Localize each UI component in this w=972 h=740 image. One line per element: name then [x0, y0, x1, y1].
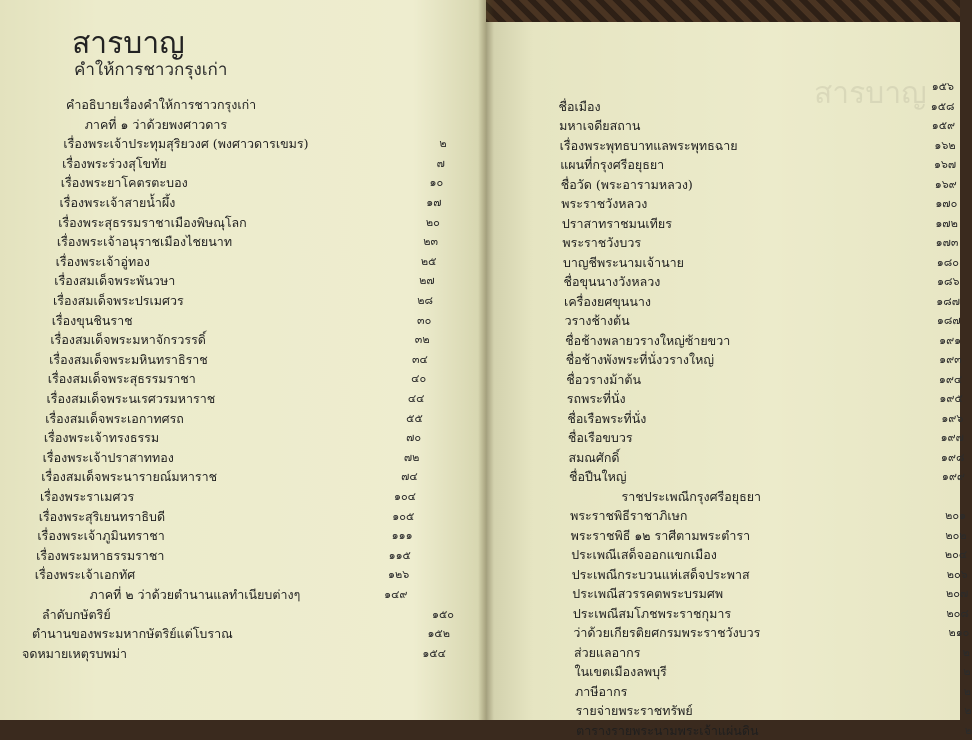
toc-entry-page: ๑๐๕: [392, 509, 415, 523]
toc-entry-title: บาญชีพระนามเจ้านาย: [562, 254, 685, 270]
toc-entry-title: ปราสาทราชมนเทียร: [561, 215, 672, 231]
toc-entry: [567, 410, 963, 428]
toc-entry: [562, 215, 958, 233]
toc-entry-title: ชื่อวัด (พระอารามหลวง): [560, 176, 693, 192]
toc-entry-page: ๑๗๐: [935, 197, 958, 210]
toc-entry-title: เรื่องพระเจ้าอู่ทอง: [55, 253, 150, 269]
toc-entry: [559, 98, 955, 116]
toc-entry-page: ๒๑๐: [948, 626, 970, 639]
toc-entry-title: ชื่อเมือง: [558, 98, 601, 114]
toc-entry-title: เรื่องสมเด็จพระสุธรรมราชา: [47, 371, 196, 387]
toc-entry: [562, 234, 958, 252]
toc-entry-page: ๑๐: [429, 176, 444, 190]
toc-entry: [576, 702, 972, 720]
toc-entry-page: ๑๖๙: [934, 177, 957, 191]
toc-entry: [32, 625, 450, 643]
toc-entry: [568, 449, 964, 467]
toc-entry-title: แผนที่กรุงศรีอยุธยา: [560, 157, 665, 172]
toc-entry-title: เรื่องพระเจ้าประทุมสุริยวงศ (พงศาวดารเขมร): [63, 136, 309, 152]
toc-entry-page: ๒๗: [419, 274, 435, 288]
toc-entry-page: ๒๕: [420, 254, 437, 268]
toc-entry-page: ๔๔: [407, 392, 425, 405]
toc-entry-title: ชื่อเรือพระที่นั่ง: [567, 410, 647, 426]
toc-entry-page: ๒๓: [423, 235, 439, 249]
toc-entry: [566, 351, 962, 369]
toc-entry: [60, 194, 442, 212]
toc-entry-page: ๑๕๒: [427, 627, 450, 641]
toc-entry-title: เรื่องพระเจ้าอนุราชเมืองไชยนาท: [56, 234, 233, 250]
toc-entry-title: ชื่อขุนนางวังหลวง: [563, 274, 661, 289]
toc-entry: [576, 722, 972, 740]
toc-entry: [573, 605, 969, 623]
toc-entry: [37, 527, 412, 545]
toc-entry: [575, 683, 971, 701]
toc-entry-title: ลำดับกษัตริย์: [42, 606, 111, 622]
toc-entry: [575, 663, 971, 681]
toc-entry-page: ๔๐: [411, 372, 427, 386]
toc-entry: [574, 644, 970, 662]
toc-entry-title: ชื่อช้างพังพระที่นั่งวรางใหญ่: [565, 352, 715, 367]
toc-entry-page: ๗๒: [403, 450, 420, 464]
toc-entry-page: ๑๙๘: [940, 450, 965, 464]
toc-entry: [44, 429, 421, 447]
toc-entry-page: ๒: [964, 704, 972, 717]
toc-entry: [57, 233, 438, 251]
toc-entry-page: ๕๕: [406, 411, 423, 425]
toc-entry-title: พระราชวังหลวง: [561, 196, 648, 211]
toc-entry-page: ๒๐๘: [946, 606, 969, 620]
toc-entry: [571, 546, 967, 564]
toc-entry: [65, 116, 449, 134]
toc-entry: [570, 488, 966, 506]
toc-entry-title: เรื่องพระร่วงสุโขทัย: [62, 155, 167, 171]
toc-entry: [568, 429, 964, 447]
toc-entry-page: ๑๕๐: [431, 607, 454, 621]
toc-entry-title: ประเพณีกระบวนแห่เสด็จประพาส: [571, 566, 750, 582]
toc-entry: [47, 390, 425, 408]
toc-entry: [563, 254, 959, 272]
toc-entry-title: ชื่อเรือขบวร: [567, 430, 633, 445]
toc-entry: [66, 96, 450, 114]
toc-entry-title: เครื่องยศขุนนาง: [564, 293, 652, 309]
toc-entry: [571, 527, 967, 545]
toc-entry-title: เรื่องพระเจ้าทรงธรรม: [43, 430, 160, 446]
toc-entry-page: ๒๘: [417, 294, 433, 307]
toc-entry-page: ๓๒: [414, 333, 430, 347]
toc-entry: [56, 253, 437, 271]
toc-entry-page: ๑๕๖: [931, 80, 954, 93]
toc-entry: [560, 156, 956, 174]
toc-entry-title: พระราชพิธี ๑๒ ราศีตามพระตำรา: [570, 527, 751, 543]
toc-entry: [564, 273, 960, 291]
toc-entry-title: เรื่องสมเด็จพระมหินทราธิราช: [49, 351, 208, 367]
toc-entry-title: ภาคที่ ๑ ว่าด้วยพงศาวดาร: [84, 116, 228, 132]
toc-subtitle: คำให้การชาวกรุงเก่า: [74, 60, 228, 80]
toc-entry: [41, 468, 417, 486]
toc-entry-page: ๓๐: [417, 313, 432, 327]
toc-entry: [36, 547, 411, 565]
toc-entry: [52, 312, 432, 330]
toc-entry: [54, 272, 434, 290]
toc-entry-page: ๑๗๒: [935, 216, 958, 230]
toc-entry-title: เรื่องพระเจ้าเอกทัศ: [34, 567, 136, 583]
toc-entry: [63, 135, 446, 153]
toc-entry-page: ๑๕๔: [422, 646, 446, 660]
left-page: [0, 0, 486, 720]
toc-entry-title: ในเขตเมืองลพบุรี: [574, 664, 667, 679]
toc-heading: สารบาญ: [72, 26, 185, 61]
toc-entry-title: เรื่องสมเด็จพระนารายณ์มหาราช: [41, 469, 218, 485]
toc-entry-page: ๒๐๒: [945, 528, 967, 542]
toc-entry: [34, 586, 408, 604]
toc-entry: [570, 507, 966, 525]
toc-entry-title: คำอธิบายเรื่องคำให้การชาวกรุงเก่า: [66, 97, 257, 112]
toc-entry: [561, 176, 957, 194]
toc-entry: [48, 370, 426, 388]
toc-entry-title: ชื่อช้างพลายวรางใหญ่ซ้ายขวา: [565, 332, 731, 348]
book-gutter: [478, 0, 494, 720]
toc-entry: [49, 351, 428, 369]
toc-entry: [62, 155, 445, 173]
toc-entry-page: ๑๕๙: [931, 119, 956, 132]
toc-entry-page: ๑๘๖: [937, 275, 960, 288]
toc-entry-title: มหาเจดียสถาน: [559, 118, 641, 133]
toc-entry-page: ๑๒๖: [387, 568, 410, 582]
toc-entry-page: ๑๗๓: [935, 236, 959, 249]
toc-entry-title: เรื่องพระสุริเยนทราธิบดี: [38, 508, 166, 524]
toc-entry-title: เรื่องพระพุทธบาทแลพระพุทธฉาย: [559, 137, 738, 153]
toc-entry-page: ๒๐: [425, 215, 440, 229]
toc-entry: [564, 293, 960, 311]
toc-entry-title: เรื่องพระเจ้าปราสาททอง: [42, 449, 174, 465]
toc-entry-page: ๒: [964, 723, 972, 737]
toc-entry-title: ภาษีอากร: [575, 683, 628, 699]
toc-entry-title: เรื่องขุนชินราช: [51, 312, 133, 328]
toc-entry-title: เรื่องพระเจ้าสายน้ำผึ้ง: [59, 195, 176, 210]
toc-entry: [565, 312, 961, 330]
toc-entry-page: ๗๔: [401, 470, 418, 484]
toc-entry-title: พระราชวังบวร: [562, 235, 642, 250]
right-page: [486, 22, 972, 738]
toc-entry-page: ๑๐๔: [393, 490, 416, 503]
toc-entry-page: ๒: [962, 645, 970, 659]
toc-entry-title: เรื่องสมเด็จพระนเรศวรมหาราช: [46, 391, 216, 406]
toc-entry: [22, 645, 446, 663]
toc-entry-page: ๒: [963, 665, 971, 678]
toc-entry: [572, 566, 968, 584]
ghost-heading: สารบาญ: [814, 76, 927, 111]
toc-entry-page: ๗๐: [406, 431, 422, 445]
toc-entry-page: ๑๙๓: [939, 353, 962, 366]
toc-entry-title: ตำนานของพระมหากษัตริย์แต่โบราณ: [32, 626, 233, 642]
toc-entry-page: ๑๙๙: [941, 470, 965, 483]
toc-entry-page: ๓๔: [412, 352, 428, 366]
toc-entry: [53, 292, 433, 310]
toc-entry-page: ๒๐๑: [945, 509, 967, 522]
toc-entry: [573, 624, 969, 642]
toc-entry-title: ตารางรายพระนามพระเจ้าแผ่นดิน: [576, 722, 759, 738]
toc-entry-title: สมณศักดิ์: [568, 449, 620, 465]
toc-entry: [558, 78, 954, 96]
toc-entry: [567, 390, 963, 408]
toc-entry-page: ๑๖๗: [933, 158, 957, 171]
toc-entry: [35, 566, 409, 584]
toc-entry-title: ภาคที่ ๒ ว่าด้วยตำนานแลทำเนียบต่างๆ: [89, 587, 301, 602]
toc-entry-page: ๑๙๑: [939, 333, 962, 347]
toc-entry-title: เรื่องสมเด็จพระพันวษา: [54, 273, 176, 289]
toc-entry-title: ประเพณีเสด็จออกแขกเมือง: [571, 547, 717, 562]
toc-entry-title: วรางช้างต้น: [564, 313, 630, 328]
toc-entry: [572, 585, 968, 603]
toc-entry-title: เรื่องพระมหาธรรมราชา: [36, 547, 165, 563]
toc-entry-title: พระราชพิธีราชาภิเษก: [570, 508, 688, 523]
toc-entry-title: เรื่องพระเจ้าภูมินทราชา: [37, 528, 165, 544]
toc-entry-title: รายจ่ายพระราชทรัพย์: [575, 703, 693, 718]
toc-entry-title: รถพระที่นั่ง: [566, 391, 626, 406]
toc-entry-title: ว่าด้วยเกียรติยศกรมพระราชวังบวร: [573, 625, 761, 640]
toc-entry-title: ส่วยแลอากร: [573, 644, 641, 660]
toc-entry-page: ๗: [436, 156, 445, 170]
toc-entry-page: ๑๙๖: [941, 411, 964, 425]
toc-entry-title: ประเพณีสวรรคตพระบรมศพ: [572, 586, 724, 601]
toc-entry-page: ๑๘๐: [936, 255, 959, 269]
toc-entry-title: ประเพณีสมโภชพระราชกุมาร: [572, 605, 732, 621]
toc-entry: [42, 606, 454, 624]
toc-entry-page: ๑๙๕: [939, 392, 963, 405]
toc-entry-page: ๒๐๗: [946, 587, 969, 600]
toc-entry-title: ชื่อวรางม้าต้น: [566, 371, 642, 387]
toc-entry-title: เรื่องพระราเมศวร: [40, 489, 135, 504]
toc-entry-page: ๑๗: [426, 196, 442, 209]
toc-entry: [45, 410, 423, 428]
toc-entry: [58, 214, 440, 232]
toc-entry-title: เรื่องพระสุธรรมราชาเมืองพิษณุโลก: [58, 214, 247, 230]
toc-entry: [560, 137, 956, 155]
toc-entry-page: ๑๔๙: [384, 588, 408, 601]
toc-entry-page: ๑๘๗: [936, 314, 961, 327]
toc-entry-title: ชื่อปืนใหญ่: [569, 469, 627, 484]
toc-entry-title: เรื่องสมเด็จพระเอกาทศรถ: [45, 410, 184, 426]
toc-entry: [566, 371, 962, 389]
toc-entry-title: จดหมายเหตุรบพม่า: [22, 645, 128, 661]
toc-entry-page: ๑๘๗: [936, 294, 961, 308]
toc-entry-title: ราชประเพณีกรุงศรีอยุธยา: [621, 488, 762, 504]
toc-entry-page: ๒๐๔: [944, 548, 968, 561]
toc-entry-page: ๒๐๖: [946, 567, 968, 581]
toc-entry-page: ๑๙๗: [940, 431, 964, 444]
toc-entry: [559, 117, 955, 135]
toc-entry: [561, 195, 957, 213]
toc-entry: [61, 174, 443, 192]
toc-entry-page: ๑๑๕: [388, 548, 411, 562]
toc-entry: [565, 332, 961, 350]
toc-entry: [569, 468, 965, 486]
toc-entry-title: เรื่องสมเด็จพระมหาจักรวรรดิ์: [50, 332, 206, 348]
toc-entry: [40, 488, 416, 506]
toc-entry: [43, 449, 420, 467]
toc-entry-page: ๒: [963, 684, 972, 698]
toc-entry-page: ๑๑๑: [391, 529, 413, 543]
toc-entry-page: ๑๙๔: [938, 372, 963, 386]
toc-entry-page: ๑๕๘: [930, 99, 955, 113]
toc-entry-page: ๒: [439, 137, 447, 151]
toc-entry-title: เรื่องพระยาโคตรตะบอง: [60, 175, 188, 191]
toc-entry: [39, 508, 415, 526]
toc-entry-page: ๑๖๒: [934, 138, 956, 152]
toc-entry-title: เรื่องสมเด็จพระปรเมศวร: [53, 293, 184, 308]
toc-entry: [50, 331, 429, 349]
